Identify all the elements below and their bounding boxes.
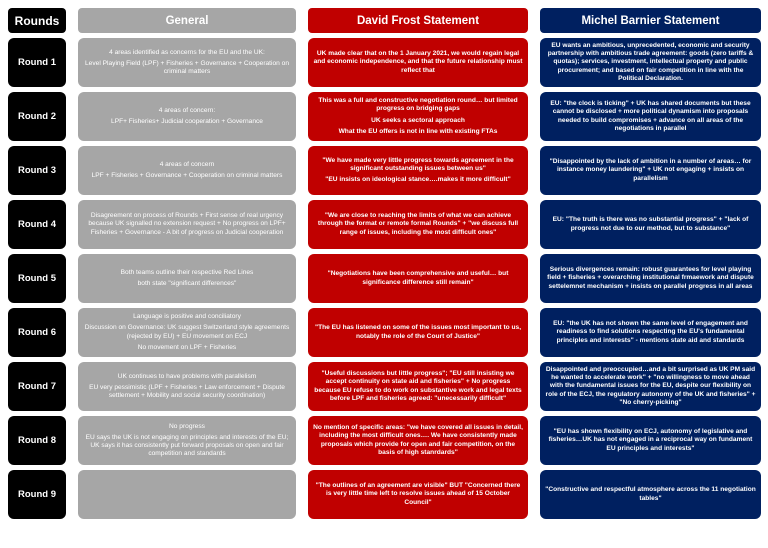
statement-text: "We are close to reaching the limits of what we can achieve through the format or remote formal Rounds" + "we discuss full range of issues, including the most difficult ones"	[317, 212, 519, 236]
frost-statement-cell	[308, 200, 528, 249]
header-rounds: Rounds	[8, 8, 66, 33]
general-cell	[78, 470, 296, 519]
barnier-statement-cell	[540, 200, 761, 249]
statement-text: EU: "the UK has not shown the same level of engagement and readiness to find solutions respecting the EU's fundamental principles and interests" - mentions state aid and standards	[553, 320, 748, 344]
statement-text: 4 areas identified as concerns for the EU and the UK:	[109, 48, 265, 56]
frost-statement-cell	[308, 38, 528, 87]
statement-text: Language is positive and conciliatory	[133, 313, 241, 321]
statement-text: "The outlines of an agreement are visible" BUT "Concerned there is very little time left to resolve issues ahead of 15 October Council"	[315, 482, 521, 506]
statement-text: EU says the UK is not engaging on principles and interests of the EU; UK says it has consistently put forward proposals on open and fair competition and standards	[85, 433, 289, 458]
statement-text: Disagreement on process of Rounds + First sense of real urgency because UK signalled no extension request + No progress on LPF+ Fisheries + Governance - A bit of progress on Judicial cooperation	[88, 212, 286, 236]
barnier-statement-cell	[540, 416, 761, 465]
round-label: Round 5	[8, 254, 66, 303]
statement-text: "EU insists on ideological stance….makes it more difficult"	[325, 176, 511, 184]
statement-text: 4 areas of concern:	[158, 106, 216, 114]
general-cell	[78, 200, 296, 249]
statement-text: UK continues to have problems with parallelism	[117, 372, 257, 380]
barnier-statement-cell	[540, 92, 761, 141]
statement-text: No movement on LPF + Fisheries	[137, 343, 237, 351]
round-label: Round 1	[8, 38, 66, 87]
frost-statement-cell	[308, 470, 528, 519]
statement-text: "EU has shown flexibility on ECJ, autonomy of legislative and fisheries…UK has not engaged in a reciprocal way on fundament EU principles and interests"	[548, 428, 753, 452]
header-frost-statement: David Frost Statement	[308, 8, 528, 33]
general-cell	[78, 146, 296, 195]
statement-text: 4 areas of concern	[159, 160, 215, 168]
frost-statement-cell	[308, 416, 528, 465]
round-label: Round 7	[8, 362, 66, 411]
general-cell	[78, 308, 296, 357]
statement-text: UK seeks a sectoral approach	[371, 116, 465, 124]
statement-text: LPF + Fisheries + Governance + Cooperation on criminal matters	[91, 172, 283, 179]
statement-text: No progress	[169, 422, 205, 430]
statement-text: Serious divergences remain: robust guarantees for level playing field + fisheries + overarching institutional frmaework and dispute settelemnet mechanism + insists on parallel progress in all areas	[547, 266, 754, 290]
statement-text: Both teams outline their respective Red Lines	[120, 268, 254, 276]
round-label: Round 2	[8, 92, 66, 141]
statement-text: This was a full and constructive negotiation round… but limited progress on bridging gaps	[318, 97, 518, 113]
statement-text: Disappointed and preoccupied…and a bit surprised as UK PM said he wanted to accelerate work" + "no willingness to move ahead with the fundamental issues for the EU, despite our flexibility on role of the ECJ, the regulatory autonomy of the UK and fisheries" + "No cherry-picking"	[545, 366, 756, 406]
frost-statement-cell	[308, 92, 528, 141]
statement-text: Discussion on Governance: UK suggest Switzerland style agreements (rejected by EU) + EU movement on ECJ	[84, 324, 290, 340]
round-label: Round 8	[8, 416, 66, 465]
frost-statement-cell	[308, 362, 528, 411]
statement-text: What the EU offers is not in line with existing FTAs	[338, 127, 498, 135]
barnier-statement-cell	[540, 146, 761, 195]
barnier-statement-cell	[540, 254, 761, 303]
round-label: Round 3	[8, 146, 66, 195]
round-label: Round 4	[8, 200, 66, 249]
round-label: Round 6	[8, 308, 66, 357]
header-general: General	[78, 8, 296, 33]
round-label: Round 9	[8, 470, 66, 519]
statement-text: "We have made very little progress towards agreement in the significant outstanding issues between us"	[322, 156, 514, 172]
statement-text: "Constructive and respectful atmosphere across the 11 negotiation tables"	[545, 486, 756, 502]
barnier-statement-cell	[540, 470, 761, 519]
frost-statement-cell	[308, 146, 528, 195]
negotiation-rounds-table	[8, 8, 760, 540]
header-barnier-statement: Michel Barnier Statement	[540, 8, 761, 33]
statement-text: UK made clear that on the 1 January 2021, we would regain legal and economic independence, and that the future relationship must reflect that	[313, 50, 523, 74]
statement-text: EU very pessimistic (LPF + Fisheries + Law enforcement + Dispute settlement + Mobility and social security coordination)	[89, 383, 285, 400]
general-cell	[78, 362, 296, 411]
barnier-statement-cell	[540, 308, 761, 357]
barnier-statement-cell	[540, 362, 761, 411]
statement-text: "Useful discussions but little progress"; "EU still insisting we accept continuity on state aid and fisheries" + No progress because EU refuse to do work on substantive work and legal texts before LPF and fisheries agreed: "unecessarily difficult"	[314, 370, 522, 402]
statement-text: "Disappointed by the lack of ambition in a number of areas… for instance money laundering" + UK not engaging + insists on parallelism	[549, 158, 752, 182]
frost-statement-cell	[308, 308, 528, 357]
general-cell	[78, 254, 296, 303]
statement-text: both state "significant differences"	[137, 280, 237, 287]
barnier-statement-cell	[540, 38, 761, 87]
statement-text: "The EU has listened on some of the issues most important to us, notably the role of the Court of Justice"	[314, 324, 522, 340]
general-cell	[78, 416, 296, 465]
general-cell	[78, 92, 296, 141]
statement-text: "Negotiations have been comprehensive and useful… but significance difference still remain"	[327, 270, 509, 286]
statement-text: No mention of specific areas: "we have covered all issues in detail, including the most difficult ones…. We have consistently made proposals which provide for open and fair competition, on the basis of high stanrdards"	[313, 424, 523, 456]
statement-text: EU: "The truth is there was no substantial progress" + "lack of progress not due to our method, but to substance"	[552, 216, 749, 232]
statement-text: Level Playing Field (LPF) + Fisheries + Governance + Cooperation on criminal matters	[85, 59, 289, 76]
general-cell	[78, 38, 296, 87]
statement-text: EU: "the clock is ticking" + UK has shared documents but these cannot be disclosed + more political dynamism into proposals needed to build compromises + advance on all areas of the negotiations in parallel	[550, 100, 751, 132]
statement-text: LPF+ Fisheries+ Judicial cooperation + Governance	[111, 118, 263, 125]
frost-statement-cell	[308, 254, 528, 303]
statement-text: EU wants an ambitious, unprecedented, economic and security partnership with ambitious trade agreement: goods (zero tariffs & quotas); services, investment, intellectual property and public procurement; and based on fair competition in line with the Political Declaration.	[547, 42, 754, 82]
